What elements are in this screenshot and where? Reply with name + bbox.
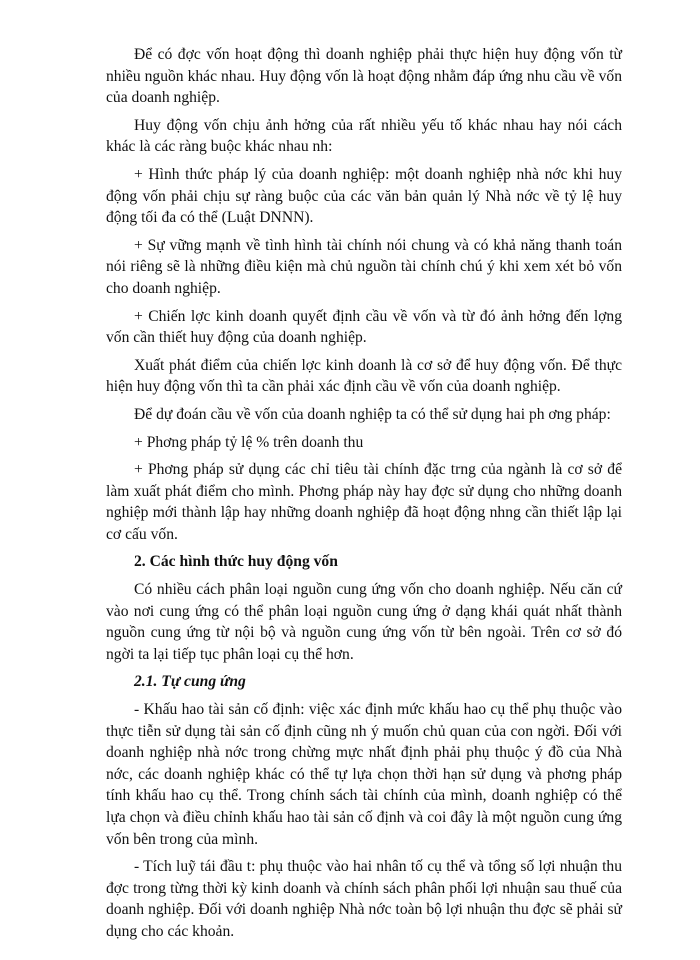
paragraph: + Sự vững mạnh về tình hình tài chính nói chung và có khả năng thanh toán nói riêng sẽ là những điều kiện mà chủ nguồn tài chính chú ý khi xem xét bỏ vốn cho doanh nghiệp. (106, 236, 622, 297)
paragraph: Huy động vốn chịu ảnh hởng của rất nhiều yếu tố khác nhau hay nói cách khác là các ràng buộc khác nhau nh: (106, 116, 622, 156)
paragraph: + Chiến lợc kinh doanh quyết định cầu về vốn và từ đó ảnh hởng đến lợng vốn cần thiết huy động của doanh nghiệp. (106, 307, 622, 347)
paragraph: + Phơng pháp sử dụng các chỉ tiêu tài chính đặc trng của ngành là cơ sở để làm xuất phát điểm cho mình. Phơng pháp này hay đợc sử dụng cho những doanh nghiệp mới thành lập hay những doanh nghiệp đã hoạt động nhng cần thiết lập lại cơ cấu vốn. (106, 461, 622, 543)
paragraph: Để có đợc vốn hoạt động thì doanh nghiệp phải thực hiện huy động vốn từ nhiều nguồn khác nhau. Huy động vốn là hoạt động nhằm đáp ứng nhu cầu về vốn của doanh nghiệp. (106, 46, 622, 107)
paragraph: - Tích luỹ tái đầu t: phụ thuộc vào hai nhân tố cụ thể và tổng số lợi nhuận thu đợc trong từng thời kỳ kinh doanh và chính sách phân phối lợi nhuận sau thuế của doanh nghiệp. Đối với doanh nghiệp Nhà nớc toàn bộ lợi nhuận thu đợc sẽ phải sử dụng cho các khoản. (106, 858, 622, 940)
paragraph: + Phơng pháp tỷ lệ % trên doanh thu (134, 433, 364, 451)
paragraph: + Hình thức pháp lý của doanh nghiệp: một doanh nghiệp nhà nớc khi huy động vốn phải chịu sự ràng buộc của các văn bản quản lý Nhà nớc về tỷ lệ huy động tối đa có thể (Luật DNNN). (106, 165, 622, 227)
document-page (106, 44, 622, 949)
paragraph: Xuất phát điểm của chiến lợc kinh doanh là cơ sở để huy động vốn. Để thực hiện huy động vốn thì ta cần phải xác định cầu về vốn của doanh nghiệp. (106, 356, 622, 396)
section-heading: 2. Các hình thức huy động vốn (134, 553, 338, 571)
paragraph: Có nhiều cách phân loại nguồn cung ứng vốn cho doanh nghiệp. Nếu căn cứ vào nơi cung ứng có thể phân loại nguồn cung ứng ở dạng khái quát nhất thành nguồn cung ứng từ nội bộ và nguồn cung ứng vốn từ bên ngoài. Trên cơ sở đó ngời ta lại tiếp tục phân loại cụ thể hơn. (106, 581, 622, 663)
paragraph: Để dự đoán cầu về vốn của doanh nghiệp ta có thể sử dụng hai ph ơng pháp: (134, 405, 611, 423)
subsection-heading: 2.1. Tự cung ứng (134, 673, 246, 691)
paragraph: - Khấu hao tài sản cố định: việc xác định mức khấu hao cụ thể phụ thuộc vào thực tiễn sử dụng tài sản cố định cũng nh ý muốn chủ quan của con ngời. Đối với doanh nghiệp nhà nớc trong chừng mực nhất định phải phụ thuộc ý đồ của Nhà nớc, các doanh nghiệp khác có thể tự lựa chọn thời hạn sử dụng và phơng pháp tính khấu hao cụ thể. Trong chính sách tài chính của mình, doanh nghiệp có thể lựa chọn và điều chỉnh khấu hao tài sản cố định và coi đây là một nguồn cung ứng vốn bên trong của mình. (106, 701, 622, 848)
